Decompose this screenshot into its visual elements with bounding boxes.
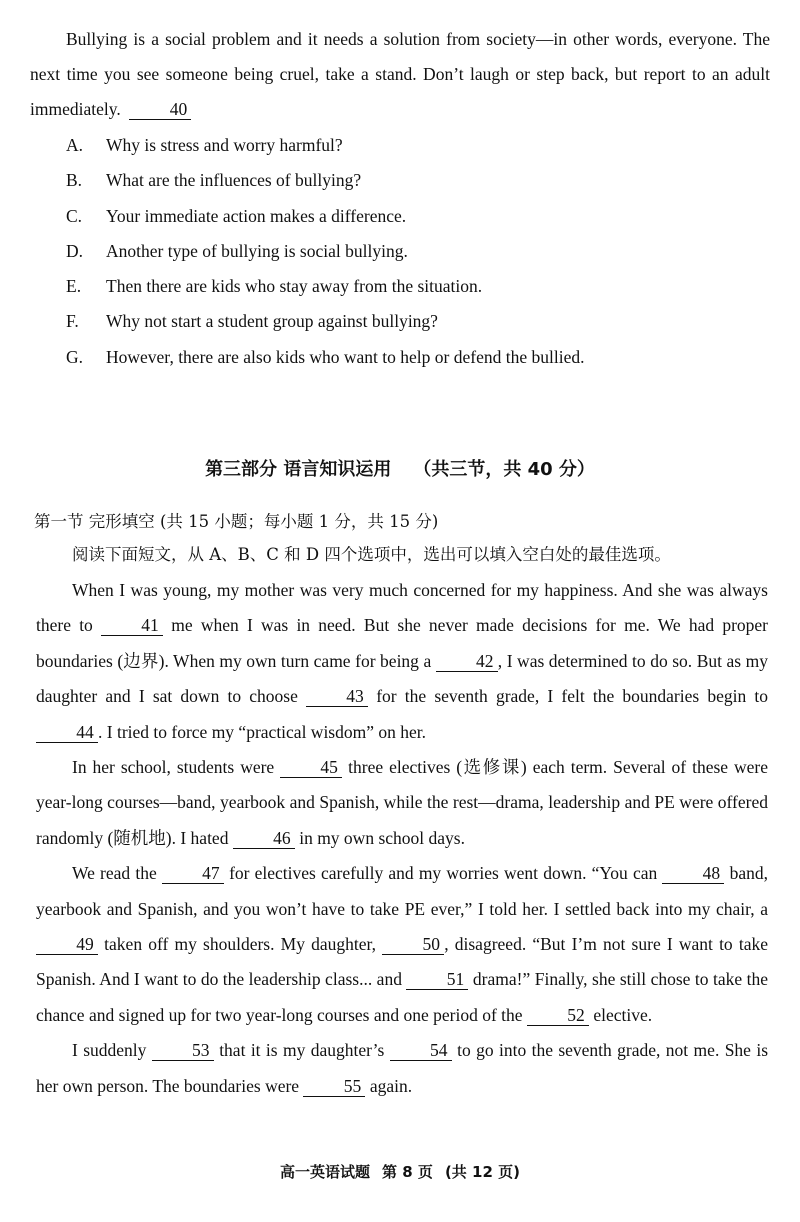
option-d	[66, 234, 766, 269]
option-letter: F.	[66, 311, 79, 332]
cloze-text: band, yearbook and Spanish, and you won’t have to take PE ever,” I told her. I settled back into my chair, a	[36, 863, 768, 919]
cloze-text: three electives (选修课) each term. Several of these were year-long courses—band, yearbook and Spanish, while the rest—drama, leadership and PE were offered randomly (随机地). I hated	[36, 757, 769, 848]
cloze-text: for the seventh grade, I felt the boundaries begin to	[376, 686, 769, 707]
paragraph-rest: The next time you see someone being cruel, take a stand. Don’t laugh or step back, but report to an adult immediately.	[30, 29, 771, 119]
cloze-text: elective.	[593, 1004, 653, 1025]
option-e	[66, 269, 766, 304]
cloze-text: , I was determined to do so. But as my daughter and I sat down to choose	[36, 650, 769, 707]
blank-55: 55	[303, 1076, 365, 1097]
option-letter: G.	[66, 346, 84, 367]
blank-43: 43	[306, 686, 368, 707]
cloze-text: in my own school days.	[299, 827, 465, 848]
option-c	[66, 199, 766, 234]
option-g	[66, 340, 766, 375]
option-letter: C.	[66, 205, 83, 226]
cloze-text: for electives carefully and my worries went down. “You can	[229, 863, 658, 884]
blank-48: 48	[662, 863, 724, 884]
blank-54: 54	[390, 1040, 452, 1061]
blank-53: 53	[152, 1040, 214, 1061]
cloze-paragraph-1	[36, 573, 768, 750]
cloze-text: , disagreed. “But I’m not sure I want to take Spanish. And I want to do the leadership class... and	[36, 934, 768, 990]
cloze-text: me when I was in need. But she never made decisions for me. We had proper boundaries (边界). When my own turn came for being a	[36, 615, 768, 671]
cloze-text: to go into the seventh grade, not me. She is her own person. The boundaries were	[36, 1040, 769, 1096]
option-text: Why not start a student group against bullying?	[106, 311, 438, 332]
blank-45: 45	[280, 757, 342, 778]
cloze-paragraph-3	[36, 856, 768, 1033]
section-title: 第三部分 语言知识运用	[205, 459, 392, 480]
blank-47: 47	[162, 863, 224, 884]
footer-page: 第 8 页	[382, 1163, 433, 1181]
option-text: Why is stress and worry harmful?	[106, 135, 343, 155]
cloze-text: When I was young, my mother was very much concerned for my happiness. And she was always there to	[36, 580, 768, 636]
instruction-text: 阅读下面短文，从 A、B、C 和 D 四个选项中，选出可以填入空白处的最佳选项。	[72, 545, 671, 564]
option-letter: A.	[66, 135, 84, 155]
section-heading	[0, 455, 800, 485]
cloze-text: taken off my shoulders. My daughter,	[104, 934, 377, 955]
cloze-text: We read the	[72, 863, 157, 884]
footer-total: (共 12 页)	[444, 1163, 520, 1181]
blank-51: 51	[406, 969, 468, 990]
blank-50: 50	[382, 934, 444, 955]
answer-options	[66, 128, 766, 375]
blank-52: 52	[527, 1005, 589, 1026]
option-a	[66, 128, 766, 163]
blank-41: 41	[101, 615, 163, 636]
reading-final-paragraph	[30, 22, 770, 127]
cloze-text: . I tried to force my “practical wisdom” on her.	[98, 721, 427, 742]
blank-40: 40	[129, 99, 191, 120]
section-points: （共三节，共 40 分）	[413, 459, 595, 480]
option-text: However, there are also kids who want to help or defend the bullied.	[106, 346, 585, 367]
option-text: Then there are kids who stay away from the situation.	[106, 276, 483, 297]
cloze-text: In her school, students were	[72, 757, 275, 778]
cloze-text: I suddenly	[72, 1040, 147, 1061]
option-letter: B.	[66, 170, 83, 191]
option-text: Another type of bullying is social bullying.	[106, 240, 408, 261]
option-b	[66, 163, 766, 198]
blank-46: 46	[233, 828, 295, 849]
option-letter: D.	[66, 240, 84, 261]
cloze-passage	[36, 573, 768, 1104]
cloze-paragraph-4	[36, 1033, 768, 1104]
blank-49: 49	[36, 934, 98, 955]
footer-subject: 高一英语试题	[280, 1163, 371, 1181]
option-f	[66, 304, 766, 339]
cloze-text: that it is my daughter’s	[219, 1040, 385, 1061]
subsection-heading: 第一节 完形填空 (共 15 小题；每小题 1 分，共 15 分)	[34, 512, 439, 531]
page-footer	[0, 1160, 800, 1184]
option-text: What are the influences of bullying?	[106, 170, 362, 191]
blank-44: 44	[36, 722, 98, 743]
option-letter: E.	[66, 276, 82, 297]
blank-42: 42	[436, 651, 498, 672]
cloze-paragraph-2	[36, 750, 768, 856]
cloze-text: drama!” Finally, she still chose to take the chance and signed up for two year-long courses and one period of the	[36, 969, 768, 1025]
cloze-text: again.	[369, 1075, 413, 1096]
paragraph-line-1: Bullying is a social problem and it needs a solution from society—in other words, everyone.	[66, 29, 737, 49]
option-text: Your immediate action makes a difference.	[106, 205, 407, 226]
